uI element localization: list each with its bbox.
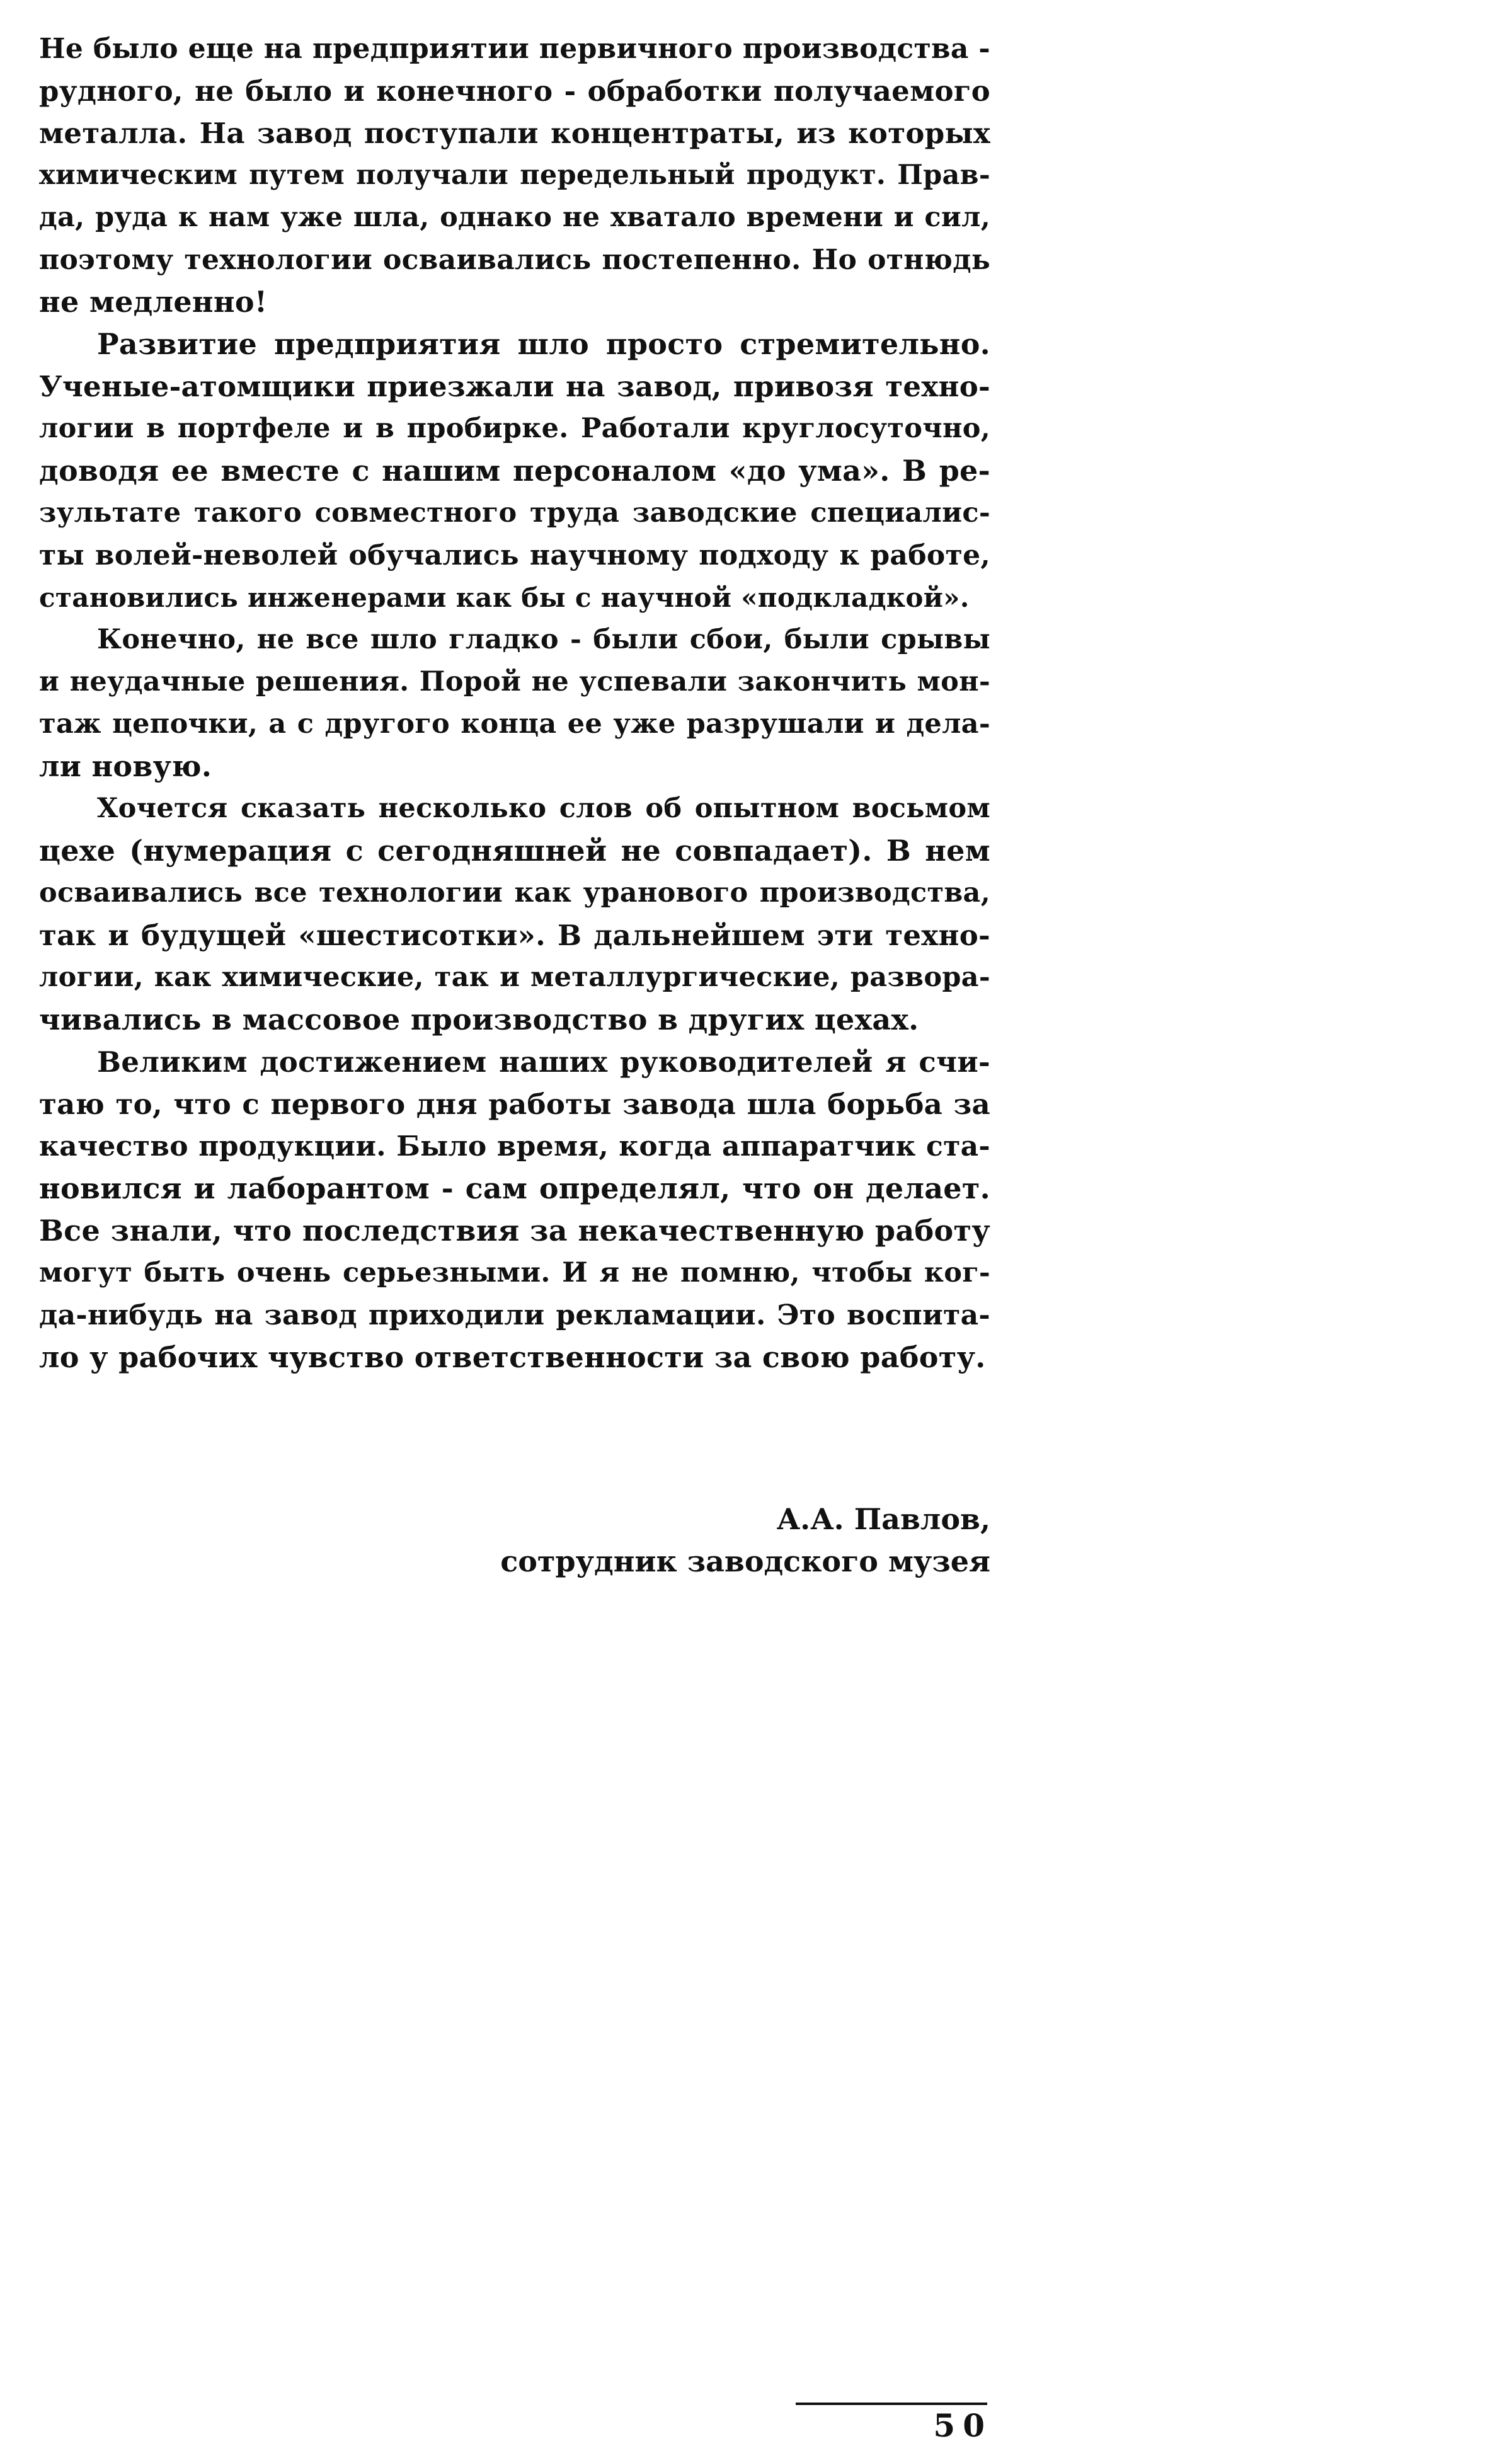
- text-line: Ученые-атомщики приезжали на завод, привозя техно-: [39, 370, 990, 403]
- text-line: Хочется сказать несколько слов об опытном восьмом: [97, 793, 990, 824]
- text-line: могут быть очень серьезными. И я не помню, чтобы ког-: [39, 1257, 990, 1289]
- text-line: зультате такого совместного труда заводские специалис-: [39, 497, 990, 529]
- text-line: химическим путем получали передельный продукт. Прав-: [39, 159, 990, 191]
- text-line: доводя ее вместе с нашим персоналом «до ума». В ре-: [39, 454, 990, 488]
- text-line: да, руда к нам уже шла, однако не хватало времени и сил,: [39, 202, 990, 233]
- author-name: А.А. Павлов,: [776, 1502, 990, 1536]
- text-line: становились инженерами как бы с научной «подкладкой».: [39, 582, 970, 613]
- text-line: рудного, не было и конечного - обработки получаемого: [39, 74, 990, 108]
- text-line: так и будущей «шестисотки». В дальнейшем эти техно-: [39, 919, 990, 952]
- text-line: новился и лаборантом - сам определял, что он делает.: [39, 1171, 990, 1205]
- text-line: да-нибудь на завод приходили рекламации. Это воспита-: [39, 1299, 990, 1331]
- text-line: Конечно, не все шло гладко - были сбои, были срывы: [97, 624, 990, 655]
- text-line: таж цепочки, а с другого конца ее уже разрушали и дела-: [39, 708, 990, 740]
- text-line: качество продукции. Было время, когда аппаратчик ста-: [39, 1130, 990, 1163]
- article-body: [39, 28, 990, 1379]
- text-line: ты волей-неволей обучались научному подходу к работе,: [39, 539, 990, 571]
- text-line: Великим достижением наших руководителей я счи-: [97, 1045, 990, 1079]
- author-position: сотрудник заводского музея: [500, 1544, 990, 1578]
- text-line: Не было еще на предприятии первичного производства -: [39, 33, 990, 65]
- footer-divider: [796, 2403, 987, 2405]
- text-line: ли новую.: [39, 749, 212, 783]
- text-line: поэтому технологии осваивались постепенно. Но отнюдь: [39, 244, 990, 276]
- text-line: Все знали, что последствия за некачественную работу: [39, 1214, 990, 1248]
- text-line: логии, как химические, так и металлургические, развора-: [39, 962, 990, 993]
- text-line: и неудачные решения. Порой не успевали закончить мон-: [39, 666, 990, 698]
- text-line: цехе (нумерация с сегодняшней не совпадает). В нем: [39, 834, 990, 868]
- text-line: таю то, что с первого дня работы завода шла борьба за: [39, 1088, 990, 1121]
- text-line: не медленно!: [39, 285, 268, 319]
- text-line: логии в портфеле и в пробирке. Работали круглосуточно,: [39, 413, 990, 444]
- text-line: Развитие предприятия шло просто стремительно.: [97, 327, 990, 361]
- text-line: осваивались все технологии как уранового производства,: [39, 877, 990, 909]
- text-line: ло у рабочих чувство ответственности за свою работу.: [39, 1340, 986, 1374]
- page-number: 50: [933, 2407, 992, 2444]
- text-line: чивались в массовое производство в других цехах.: [39, 1002, 919, 1036]
- text-line: металла. На завод поступали концентраты, из которых: [39, 117, 990, 150]
- author-signature: [441, 1498, 990, 1583]
